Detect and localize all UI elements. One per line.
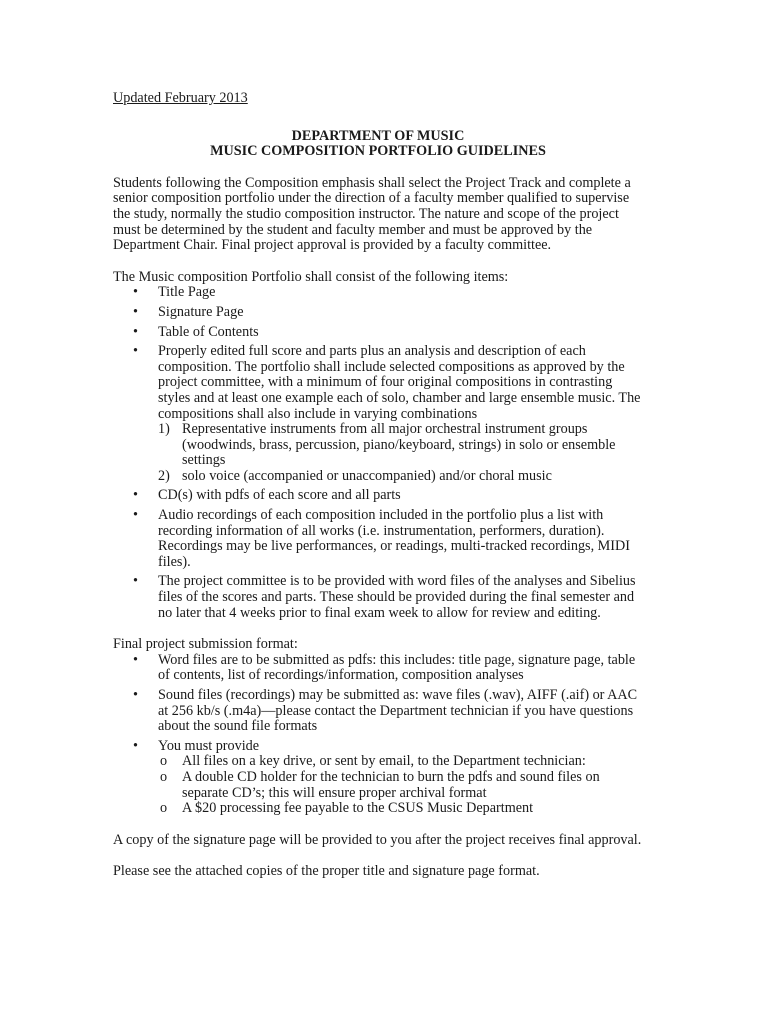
portfolio-items-list [113, 285, 643, 621]
list-item-text: Table of Contents [158, 323, 259, 340]
sub-list-item [158, 770, 643, 801]
signature-page-note: A copy of the signature page will be provided to you after the project receives final approval. [113, 831, 642, 848]
sub-list-item-text: A double CD holder for the technician to burn the pdfs and sound files on separate CD’s; this will ensure proper archival format [182, 768, 600, 801]
list-item-text: The project committee is to be provided with word files of the analyses and Sibelius files of the scores and parts. These should be provided during the final semester and no later that 4 weeks prior to final exam week to allow for review and editing. [158, 573, 636, 621]
list-item-text: CD(s) with pdfs of each score and all parts [158, 487, 401, 504]
list-item [113, 344, 643, 484]
bullet-icon: • [133, 687, 138, 703]
list-item [113, 305, 643, 321]
combinations-list [158, 422, 643, 484]
list-item [113, 488, 643, 504]
submission-lead: Final project submission format: [113, 636, 298, 653]
department-title: DEPARTMENT OF MUSIC [291, 127, 465, 144]
list-item [113, 653, 643, 684]
list-item [113, 285, 643, 301]
bullet-icon: • [133, 284, 138, 301]
bullet-icon: • [133, 343, 138, 360]
sub-list-item-text: A $20 processing fee payable to the CSUS Music Department [182, 800, 534, 817]
sub-list-item [158, 801, 643, 817]
intro-paragraph: Students following the Composition emphasis shall select the Project Track and complete a senior composition portfolio under the direction of a faculty member qualified to supervise the study, normally the studio composition instructor. The nature and scope of the project must be determined by the student and faculty member and must be approved by the Department Chair. Final project approval is provided by a faculty committee. [113, 174, 631, 254]
list-item-text: You must provide [158, 737, 260, 754]
bullet-icon: • [133, 651, 138, 668]
bullet-icon: • [133, 507, 138, 524]
updated-date: Updated February 2013 [113, 90, 248, 106]
bullet-icon: • [133, 323, 138, 340]
item-number: 1) [158, 421, 170, 438]
attached-copies-note: Please see the attached copies of the proper title and signature page format. [113, 863, 540, 880]
list-item [113, 688, 643, 735]
circle-bullet-icon: o [160, 753, 168, 770]
circle-bullet-icon: o [160, 800, 168, 817]
list-item-text: Properly edited full score and parts plus an analysis and description of each composition. The portfolio shall include selected compositions as approved by the project committee, with a minimum of four original compositions in contrasting styles and at least one example each of solo, chamber and large ensemble music. The compositions shall also include in varying combinations [158, 343, 641, 422]
item-number: 2) [158, 467, 170, 484]
bullet-icon: • [133, 303, 138, 320]
list-item-text: Word files are to be submitted as pdfs: this includes: title page, signature page, table of contents, list of recordings/information, composition analyses [158, 651, 636, 684]
list-item [113, 325, 643, 341]
circle-bullet-icon: o [160, 768, 168, 785]
list-item-text: Audio recordings of each composition included in the portfolio plus a list with recording information of all works (i.e. instrumentation, performers, duration). Recordings may be live performances, or readings, multi-tracked recordings, MIDI files). [158, 507, 630, 570]
sub-list-item [158, 754, 643, 770]
submission-items-list [113, 653, 643, 817]
numbered-item-text: Representative instruments from all major orchestral instrument groups (woodwinds, brass, percussion, piano/keyboard, strings) in solo or ensemble settings [182, 421, 616, 469]
bullet-icon: • [133, 737, 138, 754]
provide-list [158, 754, 643, 816]
list-item-text: Title Page [158, 284, 216, 301]
document-page [113, 91, 643, 880]
portfolio-lead: The Music composition Portfolio shall consist of the following items: [113, 268, 509, 285]
numbered-item-text: solo voice (accompanied or unaccompanied) and/or choral music [182, 467, 552, 484]
list-item [113, 739, 643, 817]
guidelines-title: MUSIC COMPOSITION PORTFOLIO GUIDELINES [210, 143, 546, 160]
sub-list-item-text: All files on a key drive, or sent by email, to the Department technician: [182, 753, 586, 770]
bullet-icon: • [133, 487, 138, 504]
list-item-text: Sound files (recordings) may be submitted as: wave files (.wav), AIFF (.aif) or AAC at 256 kb/s (.m4a)—please contact the Department technician if you have questions about the sound file formats [158, 687, 638, 735]
numbered-item [158, 422, 643, 469]
list-item [113, 508, 643, 570]
list-item-text: Signature Page [158, 303, 244, 320]
numbered-item [158, 469, 643, 485]
bullet-icon: • [133, 573, 138, 590]
list-item [113, 574, 643, 621]
